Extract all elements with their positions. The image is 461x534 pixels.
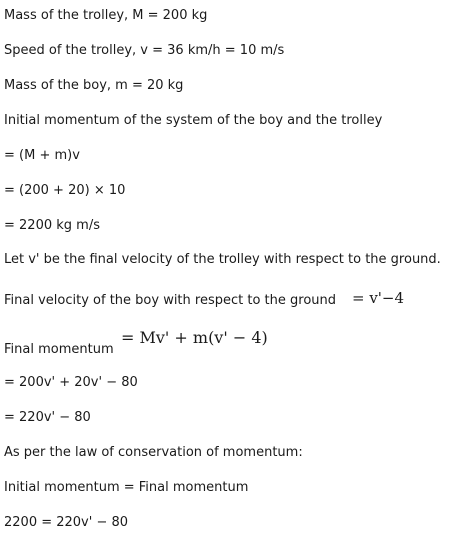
text-line-momentum-substitution: = (200 + 20) × 10 [4, 183, 126, 198]
text-line-initial-momentum-heading: Initial momentum of the system of the boy and the trolley [4, 113, 383, 128]
text-line-mass-boy: Mass of the boy, m = 20 kg [4, 78, 184, 93]
text-line-mass-trolley: Mass of the trolley, M = 200 kg [4, 8, 208, 23]
text-line-momentum-equality: Initial momentum = Final momentum [4, 480, 249, 495]
text-line-final-equation: 2200 = 220v' − 80 [4, 515, 129, 530]
equation-final-momentum: = Mv' + m(v' − 4) [121, 328, 268, 347]
text-line-speed-trolley: Speed of the trolley, v = 36 km/h = 10 m/s [4, 43, 285, 58]
text-line-final-velocity-definition: Let v' be the final velocity of the trolley with respect to the ground. [4, 252, 441, 267]
text-line-expand: = 200v' + 20v' − 80 [4, 375, 138, 390]
text-line-momentum-formula: = (M + m)v [4, 148, 80, 163]
equation-boy-velocity: = v'−4 [352, 289, 405, 307]
text-line-final-momentum-label: Final momentum [4, 342, 114, 357]
text-line-momentum-result: = 2200 kg m/s [4, 218, 100, 233]
text-line-simplify: = 220v' − 80 [4, 410, 91, 425]
text-line-conservation-law: As per the law of conservation of momentum: [4, 445, 303, 460]
text-line-boy-velocity: Final velocity of the boy with respect to the ground [4, 293, 337, 308]
